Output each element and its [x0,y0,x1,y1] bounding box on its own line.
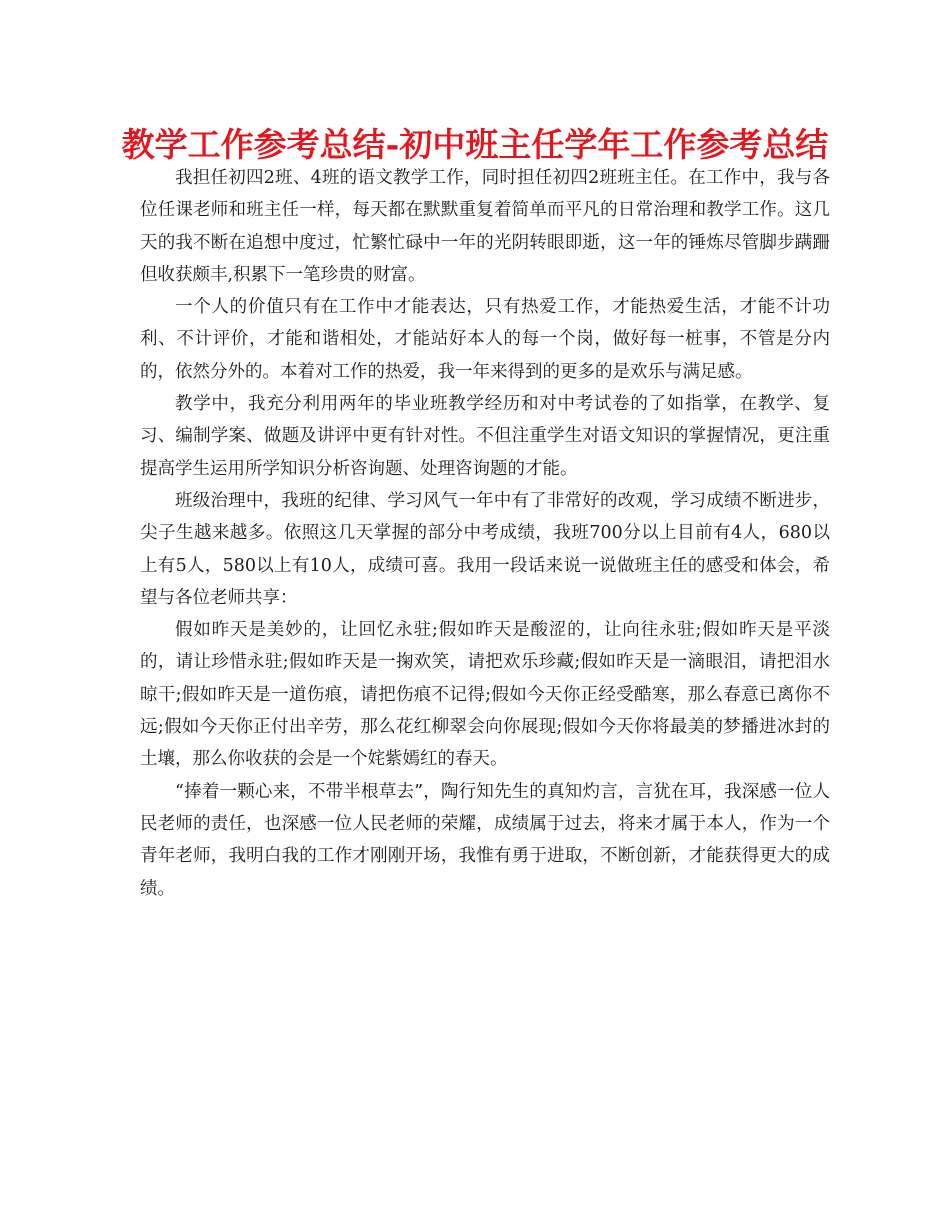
document-body [140,162,830,905]
paragraph-3: 教学中，我充分利用两年的毕业班教学经历和对中考试卷的了如指掌，在教学、复习、编制学案、做题及讲评中更有针对性。不但注重学生对语文知识的掌握情况，更注重提高学生运用所学知识分析咨询题、处理咨询题的才能。 [140,394,830,479]
document-title: 教学工作参考总结-初中班主任学年工作参考总结 [121,125,829,164]
paragraph-1: 我担任初四2班、4班的语文教学工作，同时担任初四2班班主任。在工作中，我与各位任课老师和班主任一样，每天都在默默重复着简单而平凡的日常治理和教学工作。这几天的我不断在追想中度过，忙繁忙碌中一年的光阴转眼即逝，这一年的锤炼尽管脚步蹒跚但收获颇丰,积累下一笔珍贵的财富。 [140,168,830,285]
paragraph-5: 假如昨天是美妙的，让回忆永驻;假如昨天是酸涩的，让向往永驻;假如昨天是平淡的，请让珍惜永驻;假如昨天是一掬欢笑，请把欢乐珍藏;假如昨天是一滴眼泪，请把泪水晾干;假如昨天是一道伤痕，请把伤痕不记得;假如今天你正经受酷寒，那么春意已离你不远;假如今天你正付出辛劳，那么花红柳翠会向你展现;假如今天你将最美的梦播进冰封的土壤，那么你收获的会是一个姹紫嫣红的春天。 [140,620,830,770]
paragraph-4: 班级治理中，我班的纪律、学习风气一年中有了非常好的改观，学习成绩不断进步，尖子生越来越多。依照这几天掌握的部分中考成绩，我班700分以上目前有4人，680以上有5人，580以上有10人，成绩可喜。我用一段话来说一说做班主任的感受和体会，希望与各位老师共享： [140,490,830,608]
paragraph-6: “捧着一颗心来，不带半根草去”，陶行知先生的真知灼言，言犹在耳，我深感一位人民老师的责任，也深感一位人民老师的荣耀，成绩属于过去，将来才属于本人，作为一个青年老师，我明白我的工作才刚刚开场，我惟有勇于进取，不断创新，才能获得更大的成绩。 [140,781,830,899]
paragraph-2: 一个人的价值只有在工作中才能表达，只有热爱工作，才能热爱生活，才能不计功利、不计评价，才能和谐相处，才能站好本人的每一个岗，做好每一桩事，不管是分内的，依然分外的。本着对工作的热爱，我一年来得到的更多的是欢乐与满足感。 [140,297,830,382]
